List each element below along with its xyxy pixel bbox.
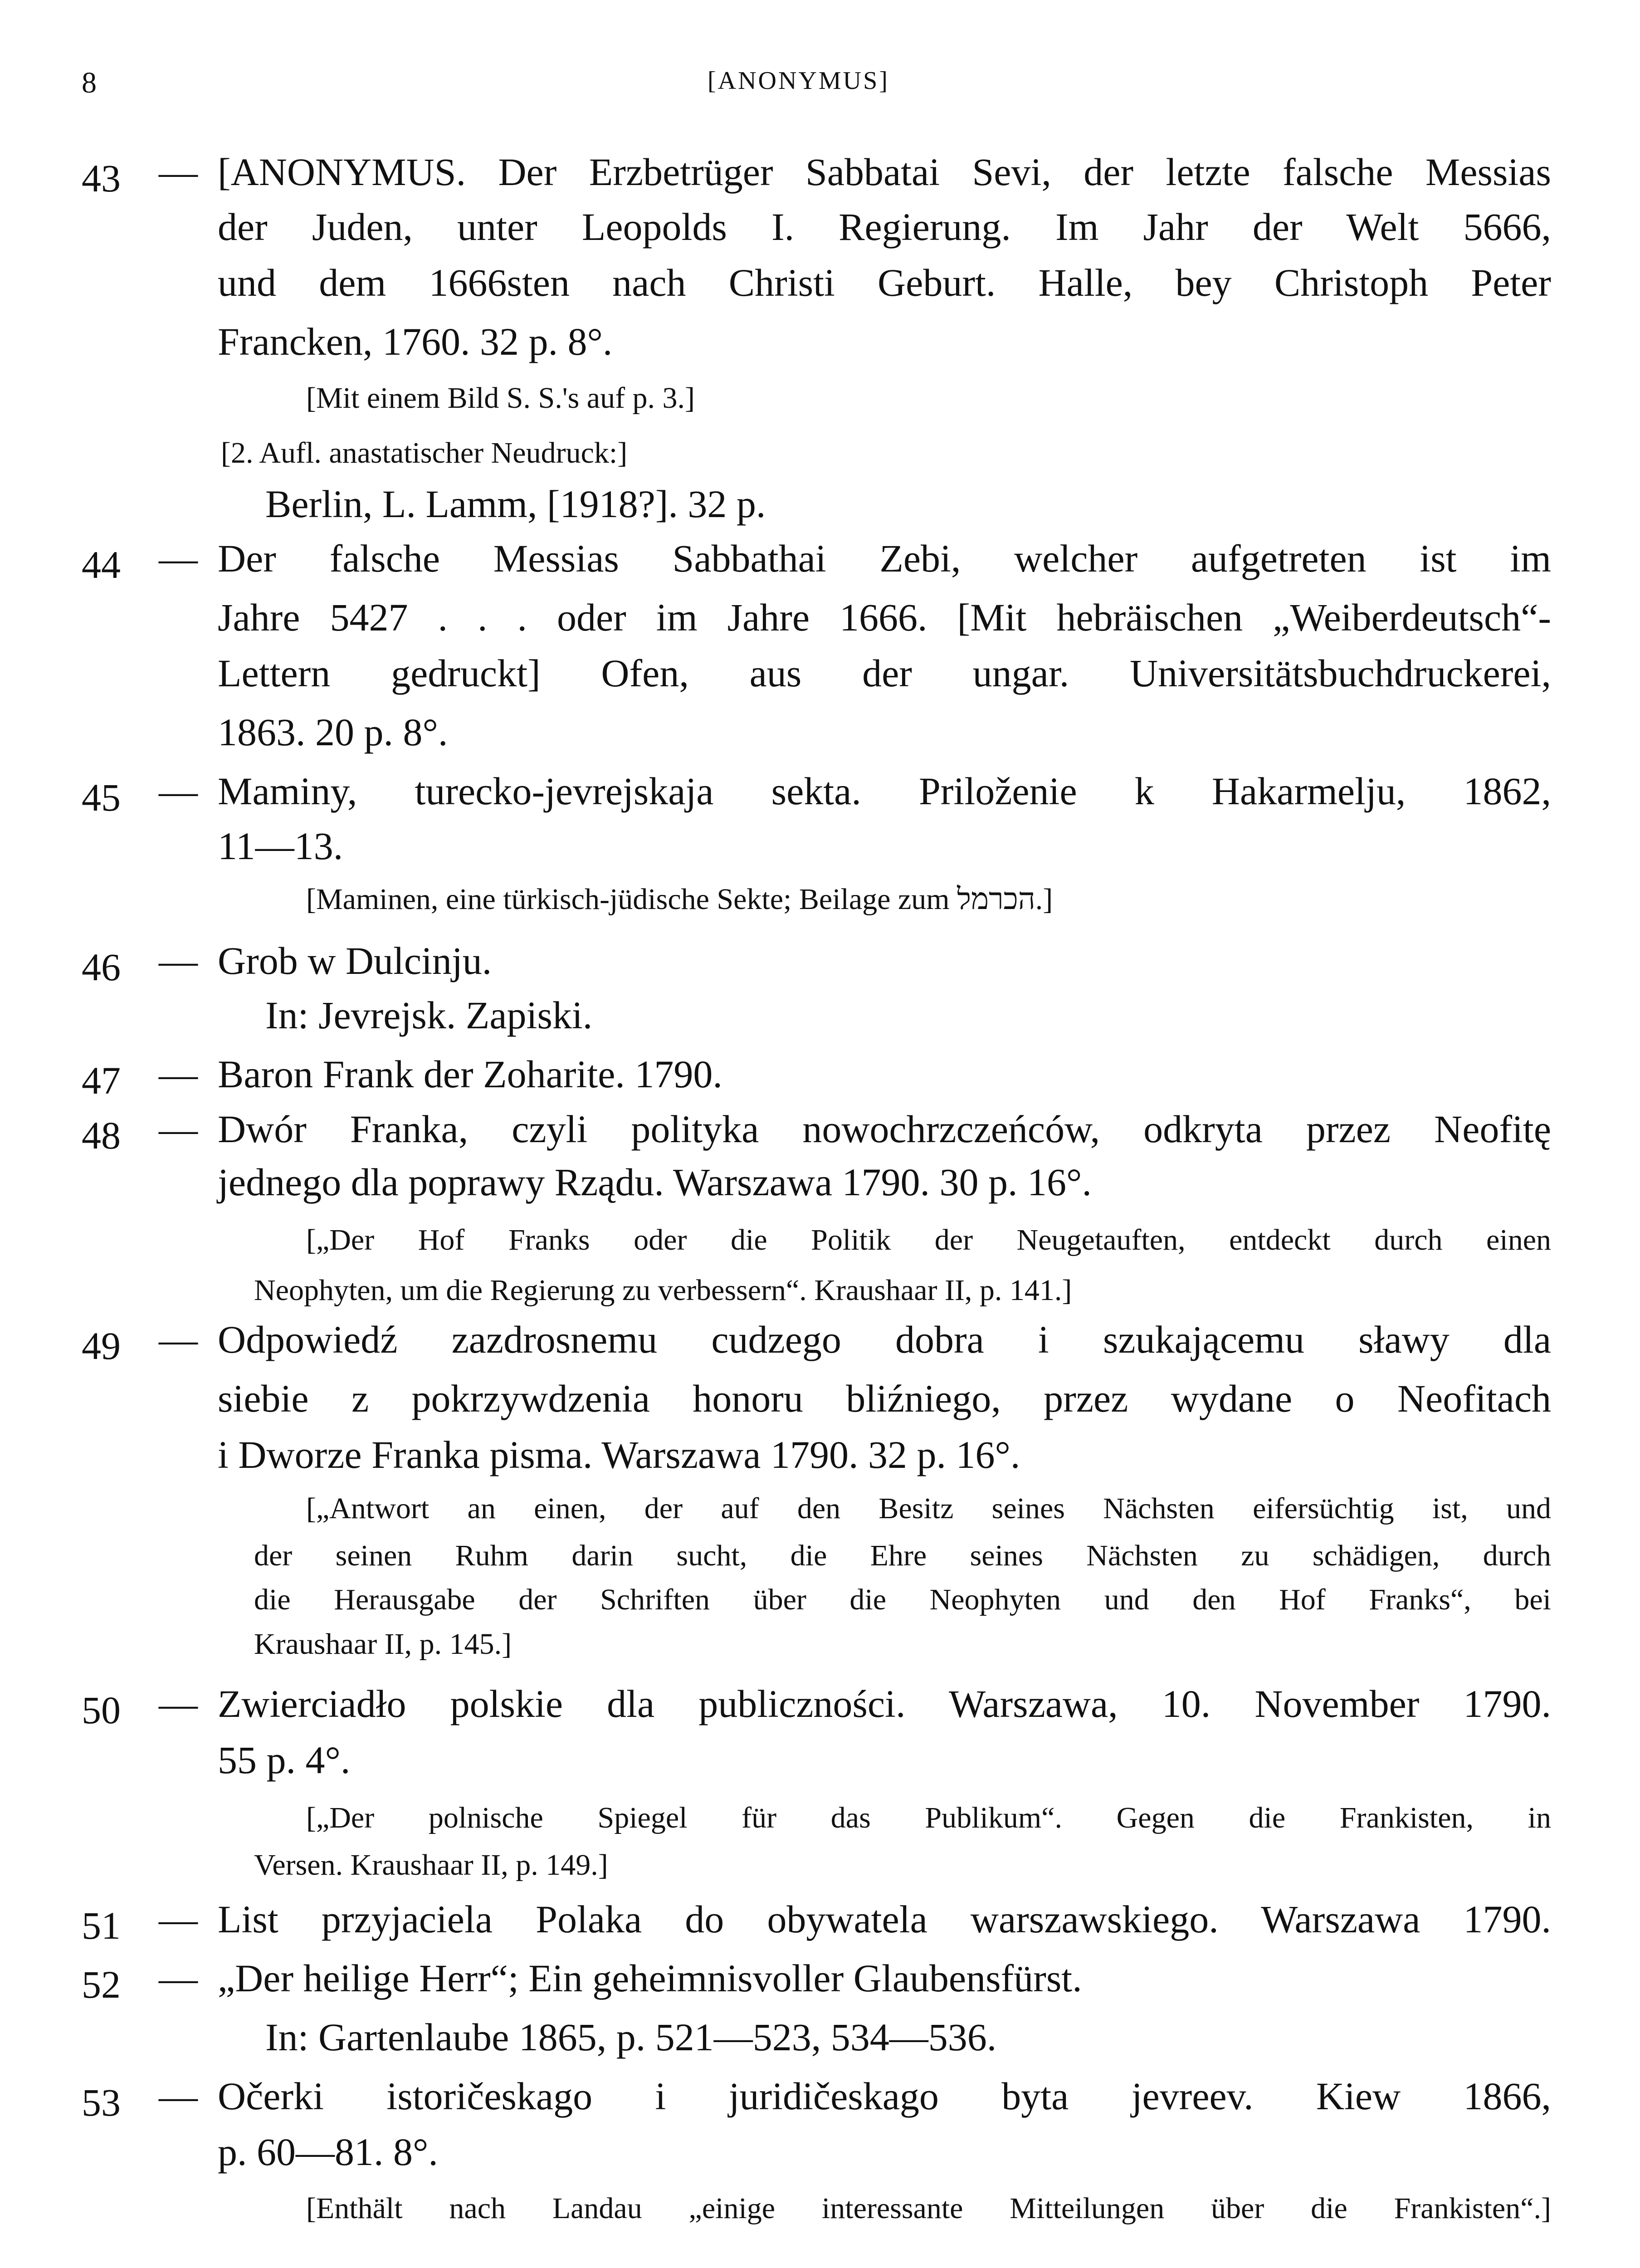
entry-text-line: 55 p. 4°. bbox=[218, 1738, 351, 1782]
entry-number: 47 bbox=[82, 1059, 121, 1102]
entry-text-line: 1863. 20 p. 8°. bbox=[218, 710, 448, 754]
entry-text-line: Lettern gedruckt] Ofen, aus der ungar. Universitätsbuchdruckerei, bbox=[218, 651, 1551, 695]
entry-text-line: der Juden, unter Leopolds I. Regierung. Im Jahr der Welt 5666, bbox=[218, 205, 1551, 249]
entry-dash: — bbox=[159, 1107, 198, 1151]
entry-number: 51 bbox=[82, 1904, 121, 1947]
entry-number: 49 bbox=[82, 1324, 121, 1368]
entry-dash: — bbox=[159, 769, 198, 813]
entry-annotation-line: [„Der Hof Franks oder die Politik der Neugetauften, entdeckt durch einen bbox=[306, 1223, 1551, 1256]
entry-annotation-line: Kraushaar II, p. 145.] bbox=[254, 1628, 512, 1661]
entry-dash: — bbox=[159, 1956, 198, 2000]
page-number: 8 bbox=[82, 66, 97, 99]
entry-text-line: Der falsche Messias Sabbathai Zebi, welcher aufgetreten ist im bbox=[218, 537, 1551, 580]
entry-text-line: siebie z pokrzywdzenia honoru bliźniego, przez wydane o Neofitach bbox=[218, 1377, 1551, 1420]
entry-annotation-line: [„Antwort an einen, der auf den Besitz seines Nächsten eifersüchtig ist, und bbox=[306, 1492, 1551, 1525]
entry-text-line: p. 60—81. 8°. bbox=[218, 2130, 438, 2174]
entry-dash: — bbox=[159, 939, 198, 982]
entry-annotation-line: [Maminen, eine türkisch-jüdische Sekte; Beilage zum הכרמל.] bbox=[306, 883, 1053, 916]
entry-number: 48 bbox=[82, 1114, 121, 1157]
entry-text-line: 11—13. bbox=[218, 824, 343, 868]
entry-dash: — bbox=[159, 2074, 198, 2118]
entry-text-line: List przyjaciela Polaka do obywatela warszawskiego. Warszawa 1790. bbox=[218, 1897, 1551, 1941]
entry-text-line: Berlin, L. Lamm, [1918?]. 32 p. bbox=[265, 482, 766, 526]
entry-annotation-line: [Mit einem Bild S. S.'s auf p. 3.] bbox=[306, 381, 695, 415]
entry-text-line: jednego dla poprawy Rządu. Warszawa 1790. 30 p. 16°. bbox=[218, 1160, 1092, 1204]
entry-annotation-line: Versen. Kraushaar II, p. 149.] bbox=[254, 1848, 608, 1882]
entry-number: 53 bbox=[82, 2081, 121, 2124]
running-head: [ANONYMUS] bbox=[708, 67, 889, 95]
entry-text-line: i Dworze Franka pisma. Warszawa 1790. 32 p. 16°. bbox=[218, 1433, 1020, 1476]
entry-number: 45 bbox=[82, 776, 121, 819]
entry-text-line: Jahre 5427 . . . oder im Jahre 1666. [Mit hebräischen „Weiberdeutsch“- bbox=[218, 596, 1551, 639]
entry-annotation-line: [2. Aufl. anastatischer Neudruck:] bbox=[221, 436, 628, 469]
entry-number: 44 bbox=[82, 543, 121, 587]
entry-text-line: „Der heilige Herr“; Ein geheimnisvoller Glaubensfürst. bbox=[218, 1956, 1082, 2000]
entry-dash: — bbox=[159, 150, 198, 194]
entry-text-line: Francken, 1760. 32 p. 8°. bbox=[218, 320, 613, 363]
entry-text-line: Odpowiedź zazdrosnemu cudzego dobra i szukającemu sławy dla bbox=[218, 1318, 1551, 1361]
entry-annotation-line: [Enthält nach Landau „einige interessante Mitteilungen über die Frankisten“.] bbox=[306, 2192, 1551, 2225]
entry-text-line: Baron Frank der Zoharite. 1790. bbox=[218, 1052, 722, 1096]
entry-dash: — bbox=[159, 1682, 198, 1725]
entry-text-line: In: Gartenlaube 1865, p. 521—523, 534—536. bbox=[265, 2015, 997, 2059]
entry-text-line: In: Jevrejsk. Zapiski. bbox=[265, 993, 593, 1037]
entry-dash: — bbox=[159, 1052, 198, 1096]
entry-dash: — bbox=[159, 1318, 198, 1361]
entry-text-line: Dwór Franka, czyli polityka nowochrzczeńców, odkryta przez Neofitę bbox=[218, 1107, 1551, 1151]
entry-annotation-line: der seinen Ruhm darin sucht, die Ehre seines Nächsten zu schädigen, durch bbox=[254, 1539, 1551, 1572]
entry-annotation-line: Neophyten, um die Regierung zu verbessern“. Kraushaar II, p. 141.] bbox=[254, 1274, 1072, 1307]
entry-number: 50 bbox=[82, 1688, 121, 1732]
entry-dash: — bbox=[159, 1897, 198, 1941]
entry-annotation-line: die Herausgabe der Schriften über die Neophyten und den Hof Franks“, bei bbox=[254, 1583, 1551, 1616]
entry-number: 52 bbox=[82, 1963, 121, 2006]
entry-text-line: Grob w Dulcinju. bbox=[218, 939, 492, 982]
entry-text-line: Zwierciadło polskie dla publiczności. Warszawa, 10. November 1790. bbox=[218, 1682, 1551, 1725]
entry-number: 46 bbox=[82, 945, 121, 989]
entry-annotation-line: [„Der polnische Spiegel für das Publikum“. Gegen die Frankisten, in bbox=[306, 1801, 1551, 1834]
entry-text-line: und dem 1666sten nach Christi Geburt. Halle, bey Christoph Peter bbox=[218, 261, 1551, 304]
entry-number: 43 bbox=[82, 156, 121, 200]
entry-dash: — bbox=[159, 537, 198, 580]
entry-text-line: [ANONYMUS. Der Erzbetrüger Sabbatai Sevi, der letzte falsche Messias bbox=[218, 150, 1551, 194]
entry-text-line: Očerki istoričeskago i juridičeskago byta jevreev. Kiew 1866, bbox=[218, 2074, 1551, 2118]
entry-text-line: Maminy, turecko-jevrejskaja sekta. Priloženie k Hakarmelju, 1862, bbox=[218, 769, 1551, 813]
